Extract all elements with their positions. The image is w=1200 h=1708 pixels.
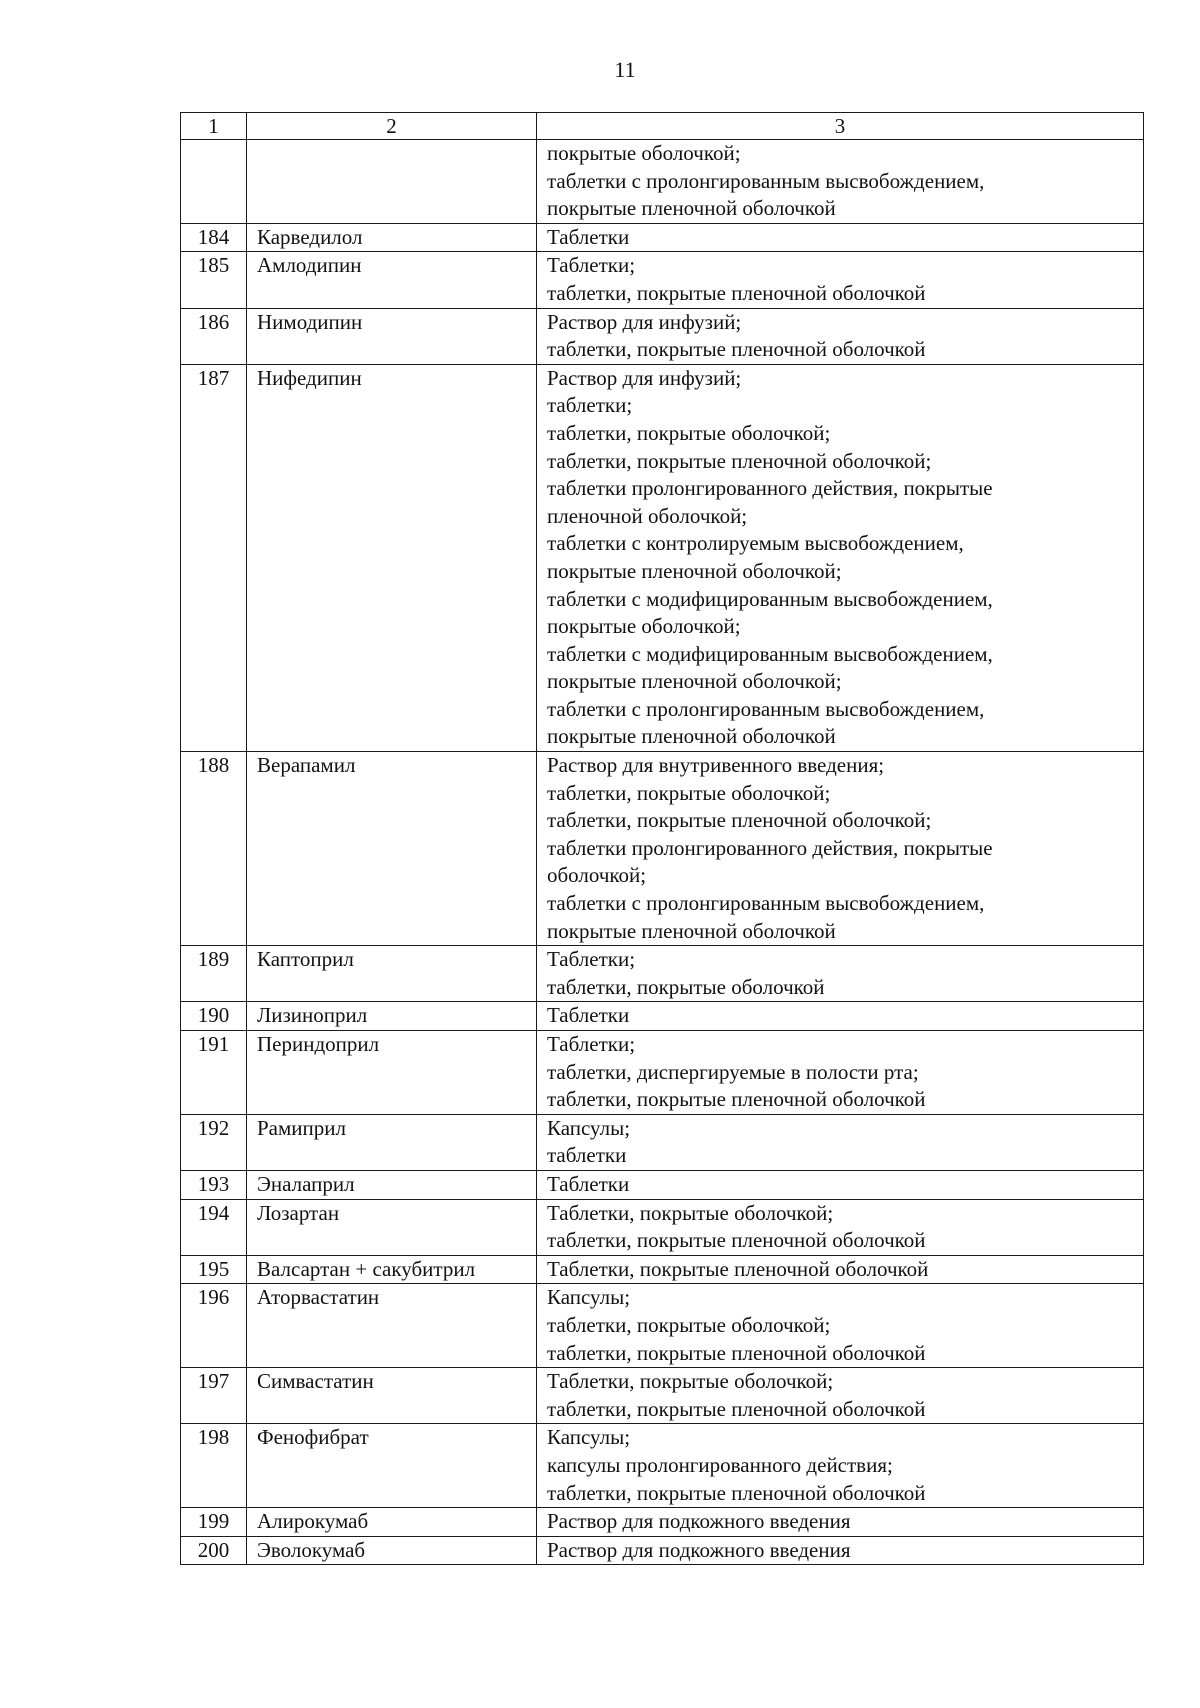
dosage-form-line: таблетки, покрытые пленочной оболочкой	[547, 280, 926, 305]
dosage-form-line: Раствор для подкожного введения	[547, 1509, 851, 1534]
table-row	[181, 1170, 1144, 1199]
column-header-2: 2	[247, 113, 537, 140]
drug-name: Нифедипин	[247, 364, 537, 751]
drug-name: Аторвастатин	[247, 1284, 537, 1368]
row-number: 200	[181, 1536, 247, 1565]
row-number: 185	[181, 252, 247, 308]
dosage-form-line: таблетки с контролируемым высвобождением,	[547, 531, 964, 556]
dosage-forms	[537, 1424, 1144, 1508]
dosage-form-line: пленочной оболочкой;	[547, 503, 748, 528]
table-row	[181, 1114, 1144, 1170]
drug-name: Карведилол	[247, 223, 537, 252]
table-row	[181, 364, 1144, 751]
dosage-form-line: Капсулы;	[547, 1425, 631, 1450]
dosage-form-line: таблетки, покрытые пленочной оболочкой	[547, 337, 926, 362]
dosage-form-line: таблетки, покрытые пленочной оболочкой	[547, 1340, 926, 1365]
page-number: 11	[614, 57, 636, 82]
drug-name: Симвастатин	[247, 1368, 537, 1424]
dosage-form-line: капсулы пролонгированного действия;	[547, 1452, 893, 1477]
dosage-forms	[537, 140, 1144, 224]
drug-name: Периндоприл	[247, 1031, 537, 1115]
row-number: 191	[181, 1031, 247, 1115]
dosage-form-line: таблетки, покрытые пленочной оболочкой	[547, 1087, 926, 1112]
dosage-form-line: таблетки, покрытые пленочной оболочкой	[547, 1228, 926, 1253]
dosage-form-line: покрытые пленочной оболочкой	[547, 724, 836, 749]
row-number: 192	[181, 1114, 247, 1170]
dosage-form-line: покрытые пленочной оболочкой	[547, 196, 836, 221]
dosage-form-line: Раствор для внутривенного введения;	[547, 753, 885, 778]
row-number: 196	[181, 1284, 247, 1368]
row-number: 195	[181, 1255, 247, 1284]
row-number: 190	[181, 1002, 247, 1031]
dosage-form-line: Таблетки	[547, 1003, 630, 1028]
dosage-form-line: таблетки, диспергируемые в полости рта;	[547, 1059, 919, 1084]
drug-name: Эналаприл	[247, 1170, 537, 1199]
dosage-forms	[537, 1368, 1144, 1424]
drug-name: Рамиприл	[247, 1114, 537, 1170]
dosage-form-line: Таблетки;	[547, 947, 636, 972]
dosage-forms	[537, 1255, 1144, 1284]
dosage-form-line: таблетки	[547, 1143, 627, 1168]
dosage-form-line: Таблетки	[547, 1171, 630, 1196]
row-number: 186	[181, 308, 247, 364]
row-number: 188	[181, 752, 247, 946]
table-row	[181, 1199, 1144, 1255]
table-row	[181, 1424, 1144, 1508]
drug-name: Эволокумаб	[247, 1536, 537, 1565]
row-number: 189	[181, 946, 247, 1002]
dosage-form-line: оболочкой;	[547, 863, 647, 888]
dosage-form-line: Таблетки	[547, 224, 630, 249]
table-row	[181, 252, 1144, 308]
drug-name: Фенофибрат	[247, 1424, 537, 1508]
drug-name: Амлодипин	[247, 252, 537, 308]
table-row	[181, 1536, 1144, 1565]
table-row	[181, 1368, 1144, 1424]
table-row	[181, 140, 1144, 224]
dosage-forms	[537, 1170, 1144, 1199]
dosage-forms	[537, 1031, 1144, 1115]
row-number	[181, 140, 247, 224]
dosage-forms	[537, 752, 1144, 946]
dosage-form-line: Таблетки;	[547, 253, 636, 278]
dosage-form-line: покрытые пленочной оболочкой;	[547, 669, 842, 694]
dosage-form-line: таблетки;	[547, 393, 633, 418]
table-row	[181, 308, 1144, 364]
dosage-form-line: таблетки, покрытые оболочкой	[547, 974, 825, 999]
dosage-forms	[537, 1114, 1144, 1170]
dosage-form-line: Таблетки, покрытые оболочкой;	[547, 1369, 834, 1394]
row-number: 194	[181, 1199, 247, 1255]
dosage-forms	[537, 1284, 1144, 1368]
dosage-form-line: Капсулы;	[547, 1285, 631, 1310]
dosage-form-line: Капсулы;	[547, 1115, 631, 1140]
table-header	[181, 113, 1144, 140]
table-row	[181, 946, 1144, 1002]
dosage-form-line: Таблетки, покрытые оболочкой;	[547, 1200, 834, 1225]
dosage-form-line: Раствор для инфузий;	[547, 365, 742, 390]
table-body	[181, 140, 1144, 1565]
drug-table	[180, 112, 1144, 1565]
dosage-forms	[537, 223, 1144, 252]
dosage-form-line: покрытые пленочной оболочкой	[547, 918, 836, 943]
dosage-form-line: таблетки, покрытые оболочкой;	[547, 1312, 831, 1337]
dosage-form-line: таблетки с пролонгированным высвобождением,	[547, 168, 985, 193]
dosage-forms	[537, 1536, 1144, 1565]
column-header-3: 3	[537, 113, 1144, 140]
dosage-forms	[537, 1002, 1144, 1031]
dosage-form-line: таблетки, покрытые оболочкой;	[547, 420, 831, 445]
row-number: 187	[181, 364, 247, 751]
row-number: 184	[181, 223, 247, 252]
drug-name: Валсартан + сакубитрил	[247, 1255, 537, 1284]
column-header-1: 1	[181, 113, 247, 140]
dosage-form-line: Раствор для инфузий;	[547, 309, 742, 334]
dosage-form-line: таблетки с модифицированным высвобождением,	[547, 586, 993, 611]
header-row	[181, 113, 1144, 140]
table-row	[181, 1002, 1144, 1031]
dosage-forms	[537, 364, 1144, 751]
dosage-form-line: Таблетки, покрытые пленочной оболочкой	[547, 1256, 929, 1281]
dosage-form-line: таблетки с пролонгированным высвобождением,	[547, 891, 985, 916]
drug-name: Лизиноприл	[247, 1002, 537, 1031]
drug-name: Каптоприл	[247, 946, 537, 1002]
drug-name: Нимодипин	[247, 308, 537, 364]
drug-name	[247, 140, 537, 224]
drug-name: Алирокумаб	[247, 1508, 537, 1537]
drug-name: Лозартан	[247, 1199, 537, 1255]
dosage-form-line: таблетки, покрытые пленочной оболочкой	[547, 1480, 926, 1505]
dosage-form-line: Таблетки;	[547, 1032, 636, 1056]
row-number: 198	[181, 1424, 247, 1508]
dosage-form-line: таблетки, покрытые оболочкой;	[547, 780, 831, 805]
table-row	[181, 1031, 1144, 1115]
dosage-forms	[537, 252, 1144, 308]
dosage-form-line: таблетки, покрытые пленочной оболочкой;	[547, 448, 932, 473]
row-number: 197	[181, 1368, 247, 1424]
dosage-form-line: таблетки с пролонгированным высвобождением,	[547, 696, 985, 721]
table-row	[181, 1508, 1144, 1537]
dosage-form-line: покрытые пленочной оболочкой;	[547, 558, 842, 583]
table-row	[181, 1284, 1144, 1368]
dosage-form-line: Раствор для подкожного введения	[547, 1537, 851, 1562]
table-row	[181, 1255, 1144, 1284]
dosage-form-line: таблетки, покрытые пленочной оболочкой	[547, 1396, 926, 1421]
drug-name: Верапамил	[247, 752, 537, 946]
dosage-form-line: покрытые оболочкой;	[547, 141, 741, 165]
row-number: 193	[181, 1170, 247, 1199]
dosage-form-line: таблетки пролонгированного действия, покрытые	[547, 476, 993, 501]
table-row	[181, 752, 1144, 946]
dosage-form-line: таблетки с модифицированным высвобождением,	[547, 641, 993, 666]
dosage-forms	[537, 946, 1144, 1002]
dosage-forms	[537, 308, 1144, 364]
dosage-form-line: таблетки пролонгированного действия, покрытые	[547, 835, 993, 860]
dosage-form-line: таблетки, покрытые пленочной оболочкой;	[547, 808, 932, 833]
dosage-forms	[537, 1508, 1144, 1537]
table-row	[181, 223, 1144, 252]
row-number: 199	[181, 1508, 247, 1537]
dosage-forms	[537, 1199, 1144, 1255]
dosage-form-line: покрытые оболочкой;	[547, 614, 741, 639]
